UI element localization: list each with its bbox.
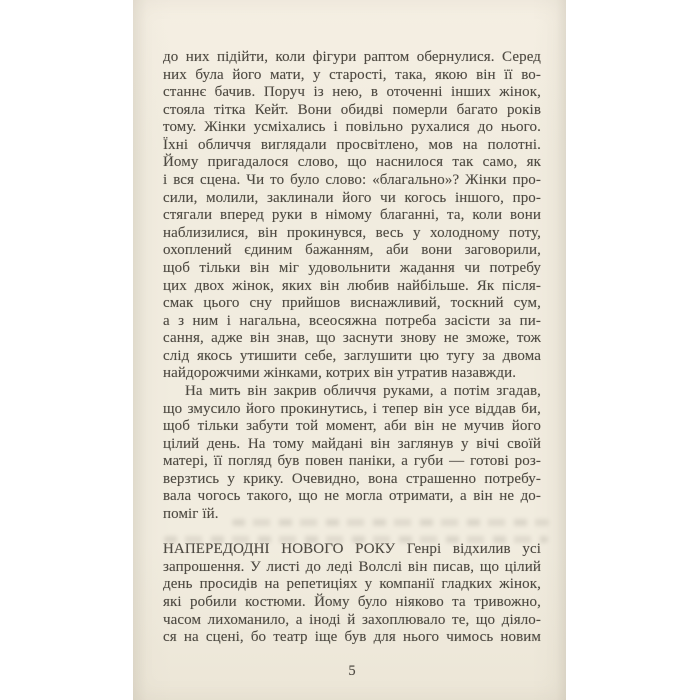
text-line: стояла тітка Кейт. Вони обидві померли багато років (163, 101, 541, 118)
text-line: тому. Жінки усміхались і повільно рухалися до нього. (163, 119, 541, 136)
text-line: матері, її погляд був повен паніки, а губи — готові роз- (163, 453, 541, 470)
text-line: запрошення. У листі до леді Волслі він писав, що цілий (163, 558, 541, 575)
text-line: Їхні обличчя виглядали просвітлено, мов на полотні. (163, 136, 541, 153)
text-line: цілий день. На тому майдані він заглянув у вічі своїй (163, 435, 541, 452)
text-line: Йому пригадалося слово, що наснилося так само, як (163, 154, 541, 171)
text-line: сання, адже він знав, що заснути знову не зможе, тож (163, 330, 541, 347)
text-line: а з ним і нагальна, всеосяжна потреба засісти за пи- (163, 312, 541, 329)
page-text (163, 49, 541, 647)
text-line: день просидів на репетиціях у компанії гладких жінок, (163, 576, 541, 593)
text-line: вала чогось такого, що не могла отримати, а він не до- (163, 488, 541, 505)
text-line: які робили костюми. Йому було ніяково та тривожно, (163, 593, 541, 610)
text-line: поміг їй. (163, 506, 219, 523)
paragraph (163, 383, 541, 524)
text-line: На мить він закрив обличчя руками, а потім згадав, (185, 382, 541, 399)
text-line: НАПЕРЕДОДНІ НОВОГО РОКУ Генрі відхилив усі (163, 541, 541, 558)
text-line: наблизилися, він прокинувся, весь у холодному поту, (163, 224, 541, 241)
text-line: ся на сцені, бо театр іще був для нього чимось новим (163, 629, 541, 646)
text-line: верзтись у крику. Очевидно, вона страшенно потребу- (163, 470, 541, 487)
paragraph (163, 541, 541, 646)
paragraph (163, 49, 541, 383)
page-number: 5 (348, 663, 356, 679)
text-line: цих двох жінок, яких він любив найбільше. Як після- (163, 277, 541, 294)
text-line: смак цього сну прийшов виснажливий, тоскний сум, (163, 295, 541, 312)
text-line: слід якось утишити себе, заглушити цю тугу за двома (163, 347, 541, 364)
text-line: що змусило його прокинутись, і тепер він усе віддав би, (163, 400, 541, 417)
text-line: них була його мати, у старості, така, якою він її во- (163, 66, 541, 83)
text-line: найдорожчими жінками, котрих він утратив назавжди. (163, 365, 517, 382)
text-line: стягали вперед руки в німому благанні, та, коли вони (163, 207, 541, 224)
text-line: часом лихоманило, а іноді й захоплювало те, що діяло- (163, 611, 541, 628)
text-line: щоб тільки він міг удовольнити жадання чи потребу (163, 259, 541, 276)
text-line: і вся сцена. Чи то було слово: «благально»? Жінки про- (163, 172, 541, 189)
text-line: щоб тільки забути той момент, аби він не мучив його (163, 418, 541, 435)
text-line: станнє бачив. Поруч із нею, в оточенні інших жінок, (163, 84, 541, 101)
book-page (133, 0, 566, 700)
text-line: охоплений єдиним бажанням, аби вони заговорили, (163, 242, 541, 259)
text-line: до них підійти, коли фігури раптом обернулися. Серед (163, 49, 541, 65)
text-line: сили, молили, заклинали його чи когось іншого, про- (163, 189, 541, 206)
